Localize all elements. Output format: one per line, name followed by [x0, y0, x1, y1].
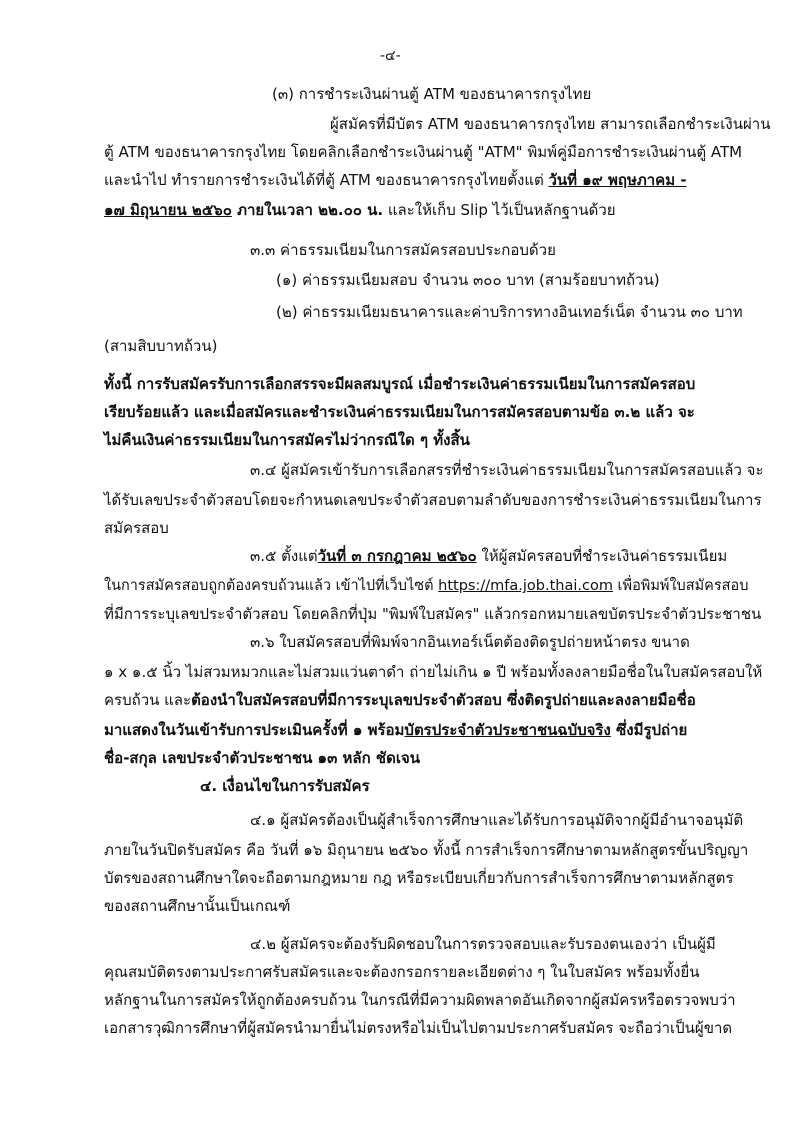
section-3-4-line1: ๓.๔ ผู้สมัครเข้ารับการเลือกสรรที่ชำระเงินค่าธรรมเนียมในการสมัครสอบแล้ว จะ	[250, 461, 764, 479]
section-4-2-line3: หลักฐานในการสมัครให้ถูกต้องครบถ้วน ในกรณีที่มีความผิดพลาดอันเกิดจากผู้สมัครหรือตรวจพบว่า	[104, 991, 736, 1009]
page-number: -๔-	[380, 48, 401, 64]
section-3-6-line3: ครบถ้วน และต้องนำใบสมัครสอบที่มีการระบุเลขประจำตัวสอบ ซึ่งติดรูปถ่ายและลงลายมือชื่อ	[104, 691, 696, 709]
section-3-2-3-line1: ผู้สมัครที่มีบัตร ATM ของธนาคารกรุงไทย สามารถเลือกชำระเงินผ่าน	[330, 115, 771, 133]
section-3-3-heading: ๓.๓ ค่าธรรมเนียมในการสมัครสอบประกอบด้วย	[250, 241, 556, 259]
notice-line3: ไม่คืนเงินค่าธรรมเนียมในการสมัครไม่ว่ากรณีใด ๆ ทั้งสิ้น	[104, 431, 470, 449]
section-3-2-3-line2: ตู้ ATM ของธนาคารกรุงไทย โดยคลิกเลือกชำระเงินผ่านตู้ "ATM" พิมพ์คู่มือการชำระเงินผ่านตู้ ATM	[104, 143, 743, 161]
section-3-5-line3: ที่มีการระบุเลขประจำตัวสอบ โดยคลิกที่ปุ่ม "พิมพ์ใบสมัคร" แล้วกรอกหมายเลขบัตรประจำตัวประชาชน	[104, 605, 762, 623]
notice-line1: ทั้งนี้ การรับสมัครรับการเลือกสรรจะมีผลสมบูรณ์ เมื่อชำระเงินค่าธรรมเนียมในการสมัครสอบ	[104, 375, 696, 393]
payment-end-date: ๑๗ มิถุนายน ๒๕๖๐	[104, 201, 232, 219]
section-3-5-line1: ๓.๕ ตั้งแต่วันที่ ๓ กรกฎาคม ๒๕๖๐ ให้ผู้สมัครสอบที่ชำระเงินค่าธรรมเนียม	[250, 547, 728, 565]
notice-line2: เรียบร้อยแล้ว และเมื่อสมัครและชำระเงินค่าธรรมเนียมในการสมัครสอบตามข้อ ๓.๒ แล้ว จะ	[104, 403, 695, 421]
section-3-2-3-heading: (๓) การชำระเงินผ่านตู้ ATM ของธนาคารกรุงไทย	[272, 85, 592, 103]
section-3-4-line2: ได้รับเลขประจำตัวสอบโดยจะกำหนดเลขประจำตัวสอบตามลำดับของการชำระเงินค่าธรรมเนียมในการ	[104, 491, 762, 509]
fee-item-2-cont: (สามสิบบาทถ้วน)	[104, 337, 218, 355]
section-4-1-line4: ของสถานศึกษานั้นเป็นเกณฑ์	[104, 897, 291, 915]
payment-start-date: วันที่ ๑๙ พฤษภาคม -	[548, 171, 687, 189]
section-3-6-line1: ๓.๖ ใบสมัครสอบที่พิมพ์จากอินเทอร์เน็ตต้องติดรูปถ่ายหน้าตรง ขนาด	[250, 633, 690, 651]
section-4-1-line2: ภายในวันปิดรับสมัคร คือ วันที่ ๑๖ มิถุนายน ๒๕๖๐ ทั้งนี้ การสำเร็จการศึกษาตามหลักสูตรขั้นปริญญา	[104, 841, 749, 859]
website-link[interactable]: https://mfa.job.thai.com	[438, 578, 613, 594]
fee-item-2: (๒) ค่าธรรมเนียมธนาคารและค่าบริการทางอินเทอร์เน็ต จำนวน ๓๐ บาท	[276, 303, 743, 321]
section-3-6-line2: ๑ x ๑.๕ นิ้ว ไม่สวมหมวกและไม่สวมแว่นตาดำ ถ่ายไม่เกิน ๑ ปี พร้อมทั้งลงลายมือชื่อในใบสมัครสอบให้	[104, 663, 763, 681]
section-3-5-line2: ในการสมัครสอบถูกต้องครบถ้วนแล้ว เข้าไปที่เว็บไซต์ https://mfa.job.thai.com เพื่อพิมพ์ใบสมัครสอบ	[104, 578, 749, 594]
print-start-date: วันที่ ๓ กรกฎาคม ๒๕๖๐	[317, 547, 477, 565]
section-4-2-line4: เอกสารวุฒิการศึกษาที่ผู้สมัครนำมายื่นไม่ตรงหรือไม่เป็นไปตามประกาศรับสมัคร จะถือว่าเป็นผู้ขาด	[104, 1019, 733, 1037]
section-4-heading: ๔. เงื่อนไขในการรับสมัคร	[200, 777, 370, 795]
section-4-1-line3: บัตรของสถานศึกษาใดจะถือตามกฎหมาย กฎ หรือระเบียบเกี่ยวกับการสำเร็จการศึกษาตามหลักสูตร	[104, 869, 734, 887]
section-3-6-line5: ชื่อ-สกุล เลขประจำตัวประชาชน ๑๓ หลัก ชัดเจน	[104, 749, 421, 767]
section-3-2-3-line4: ๑๗ มิถุนายน ๒๕๖๐ ภายในเวลา ๒๒.๐๐ น. และให้เก็บ Slip ไว้เป็นหลักฐานด้วย	[104, 201, 616, 219]
section-4-1-line1: ๔.๑ ผู้สมัครต้องเป็นผู้สำเร็จการศึกษาและได้รับการอนุมัติจากผู้มีอำนาจอนุมัติ	[250, 811, 744, 829]
fee-item-1: (๑) ค่าธรรมเนียมสอบ จำนวน ๓๐๐ บาท (สามร้อยบาทถ้วน)	[276, 271, 660, 289]
section-3-6-line4: มาแสดงในวันเข้ารับการประเมินครั้งที่ ๑ พร้อมบัตรประจำตัวประชาชนฉบับจริง ซึ่งมีรูปถ่าย	[104, 721, 688, 739]
section-4-2-line2: คุณสมบัติตรงตามประกาศรับสมัครและจะต้องกรอกรายละเอียดต่าง ๆ ในใบสมัคร พร้อมทั้งยื่น	[104, 963, 700, 981]
id-card-requirement: บัตรประจำตัวประชาชนฉบับจริง	[404, 721, 611, 739]
section-4-2-line1: ๔.๒ ผู้สมัครจะต้องรับผิดชอบในการตรวจสอบและรับรองตนเองว่า เป็นผู้มี	[250, 935, 716, 953]
section-3-2-3-line3: และนำไป ทำรายการชำระเงินได้ที่ตู้ ATM ของธนาคารกรุงไทยตั้งแต่ วันที่ ๑๙ พฤษภาคม -	[104, 171, 687, 189]
section-3-4-line3: สมัครสอบ	[104, 519, 169, 537]
